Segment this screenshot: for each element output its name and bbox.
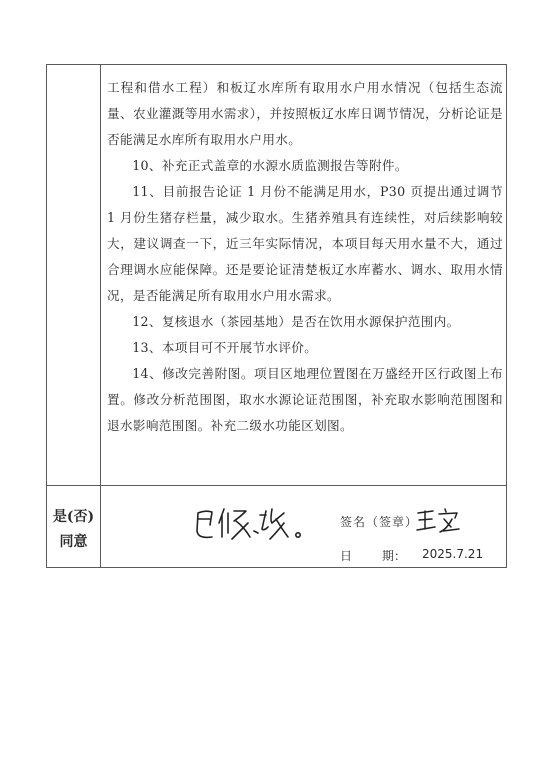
agree-label: 是(否) bbox=[52, 509, 95, 525]
comment-item-14: 14、修改完善附图。项目区地理位置图在万盛经开区行政图上布置。修改分析范围图，取水水源论证范围图，补充取水影响范围图和退水影响范围图。补充二级水功能区划图。 bbox=[107, 366, 503, 433]
handwritten-note-image bbox=[192, 501, 312, 545]
comment-item-10: 10、补充正式盖章的水源水质监测报告等附件。 bbox=[132, 158, 408, 173]
comment-item-12: 12、复核退水（茶园基地）是否在饮用水源保护范围内。 bbox=[132, 314, 460, 329]
row-divider bbox=[47, 485, 506, 486]
comment-item-13: 13、本项目可不开展节水评价。 bbox=[132, 340, 318, 355]
date-value: 2025.7.21 bbox=[422, 547, 484, 561]
comment-item-11: 11、目前报告论证 1 月份不能满足用水，P30 页提出通过调节 1 月份生猪存栏量，减少取水。生猪养殖具有连续性，对后续影响较大，建议调查一下，近三年实际情况，本项目每天用水量不大，通过合理调水应能保障。还是要论证清楚板辽水库蓄水、调水、取用水情况，是否能满足所有取用水户用水需求。 bbox=[107, 184, 503, 303]
column-divider bbox=[100, 65, 101, 567]
signature-label: 签名（签章） bbox=[340, 515, 419, 529]
comment-continued: 工程和借水工程）和板辽水库所有取用水户用水情况（包括生态流量、农业灌溉等用水需求），并按照板辽水库日调节情况，分析论证是否能满足水库所有取用水户用水。 bbox=[107, 80, 503, 147]
review-form-table bbox=[46, 64, 507, 568]
agree-label-2: 同意 bbox=[59, 534, 88, 550]
signature-image bbox=[415, 505, 463, 535]
review-comments bbox=[107, 75, 503, 439]
date-label: 日 期： bbox=[340, 549, 407, 563]
